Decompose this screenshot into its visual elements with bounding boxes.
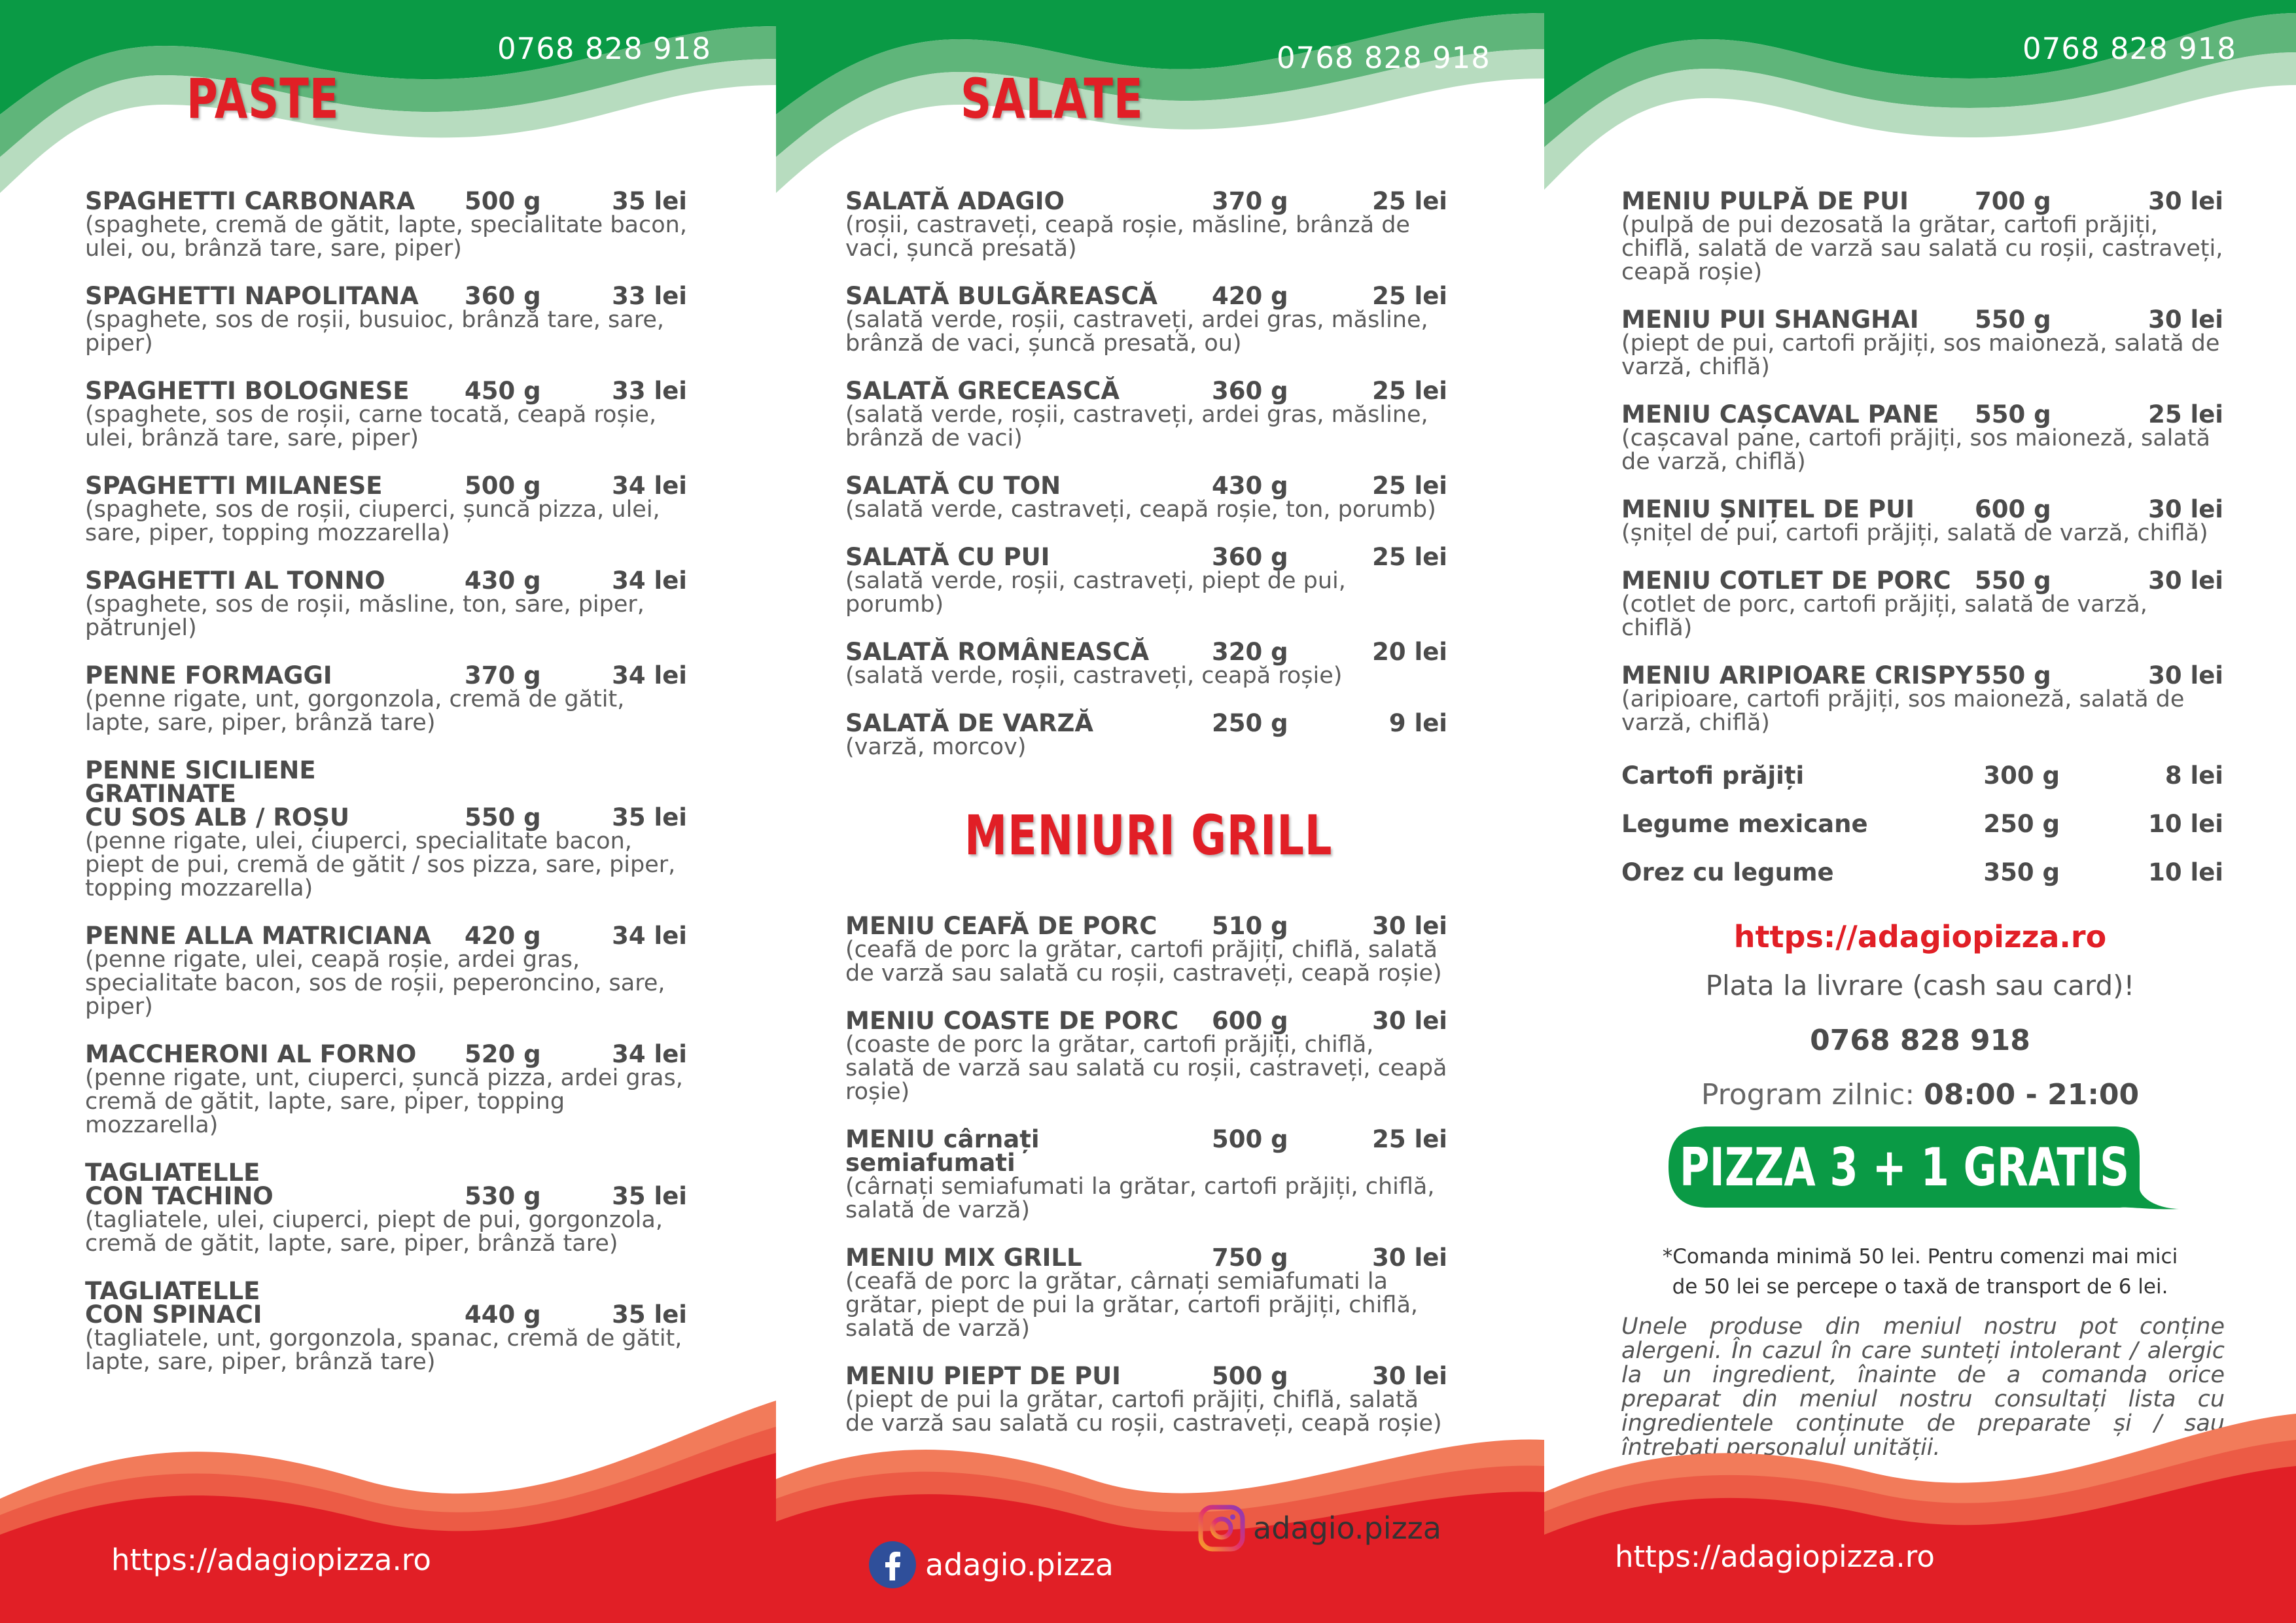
- facebook-icon: [869, 1541, 916, 1588]
- menu-item: [845, 1009, 1447, 1104]
- menu-item: [845, 912, 1447, 986]
- menu-item-price: 35 lei: [612, 187, 687, 215]
- menu-item-weight: 700 g: [1975, 187, 2051, 215]
- menu-item-row: [845, 474, 1447, 498]
- menu-item-weight: 250 g: [1983, 810, 2060, 838]
- menu-item: [85, 661, 687, 736]
- menu-item-weight: 550 g: [1975, 305, 2051, 334]
- menu-item-name: MENIU COTLET DE PORC: [1621, 567, 1951, 595]
- menu-item-description: (spaghete, sos de roșii, măsline, ton, sare, piper, pătrunjel): [85, 591, 645, 641]
- bottom-wave-decoration: [1544, 1401, 2296, 1623]
- menu-item-weight: 600 g: [1975, 495, 2051, 523]
- menu-item: [1621, 187, 2223, 285]
- menu-item-weight: 360 g: [1212, 543, 1288, 571]
- menu-item-description: (coaste de porc la grătar, cartofi prăjiți, chiflă, salată de varză sau salată cu roșii, castraveți, ceapă roșie): [845, 1032, 1447, 1105]
- menu-item: [845, 187, 1447, 262]
- menu-item-weight: 550 g: [1975, 661, 2051, 689]
- sides-list: [1621, 761, 2223, 909]
- paste-list: [85, 187, 687, 1398]
- salate-list: [845, 187, 1447, 783]
- menu-item-weight: 370 g: [465, 661, 541, 689]
- menu-item-price: 34 lei: [612, 567, 687, 595]
- top-wave-decoration: [776, 0, 1544, 216]
- menu-item-name-line: GRATINATE: [85, 780, 236, 808]
- menu-item: [85, 756, 687, 901]
- menu-item-row: [1621, 661, 2223, 689]
- facebook-handle: adagio.pizza: [925, 1547, 1114, 1582]
- menu-item-name-line: PENNE SICILIENE: [85, 756, 316, 784]
- menu-item-description: (salată verde, roșii, castraveți, ceapă roșie): [845, 663, 1343, 689]
- menu-item-row: [845, 1362, 1447, 1390]
- menu-item-row: [85, 661, 687, 689]
- menu-item: [1621, 858, 2223, 886]
- menu-item-description: (tagliatele, ulei, ciuperci, piept de pui, gorgonzola, cremă de gătit, lapte, sare, piper, brânză tare): [85, 1207, 663, 1257]
- menu-item: [845, 543, 1447, 618]
- panel-meniuri: [1544, 0, 2296, 1623]
- menu-item-price: 10 lei: [2148, 810, 2223, 838]
- program-hours: [1544, 1078, 2296, 1111]
- menu-item-row: [1621, 812, 2223, 836]
- menu-item-name: MENIU ARIPIOARE CRISPY: [1621, 661, 1973, 689]
- menu-item-description: (salată verde, roșii, castraveți, ardei gras, măsline, brânză de vaci): [845, 402, 1428, 451]
- menu-item-description: (piept de pui, cartofi prăjiți, sos maioneză, salată de varză, chiflă): [1621, 330, 2220, 380]
- menu-item-weight: 320 g: [1212, 638, 1288, 666]
- menu-item-description: (șnițel de pui, cartofi prăjiți, salată de varză, chiflă): [1621, 520, 2208, 546]
- instagram-icon: [1198, 1505, 1245, 1552]
- panel-paste: [0, 0, 776, 1623]
- menu-item-price: 30 lei: [2148, 187, 2223, 215]
- menu-item-row: [1621, 495, 2223, 523]
- menu-item-price: 30 lei: [2148, 305, 2223, 334]
- menu-item-weight: 360 g: [1212, 377, 1288, 405]
- menu-item-name: SALATĂ ADAGIO: [845, 187, 1065, 215]
- menu-item: [1621, 495, 2223, 546]
- menu-item-weight: 360 g: [465, 282, 541, 310]
- menu-item-weight: 430 g: [465, 567, 541, 595]
- menu-item-row: [85, 569, 687, 593]
- menu-item-description: (piept de pui la grătar, cartofi prăjiți, chiflă, salată de varză sau salată cu roșii, castraveți, ceapă roșie): [845, 1387, 1442, 1437]
- menu-item-row: [85, 474, 687, 498]
- menu-item-name: MACCHERONI AL FORNO: [85, 1040, 417, 1068]
- menu-item-description: (spaghete, sos de roșii, carne tocată, ceapă roșie, ulei, brânză tare, sare, piper): [85, 402, 657, 451]
- menu-item: [845, 1246, 1447, 1340]
- menu-item-row: [1621, 305, 2223, 334]
- phone-number[interactable]: 0768 828 918: [2022, 31, 2236, 66]
- menu-item-price: 25 lei: [1372, 472, 1447, 500]
- menu-item: [85, 924, 687, 1019]
- menu-item-weight: 500 g: [1212, 1125, 1288, 1153]
- menu-item-name: CON SPINACI: [85, 1300, 262, 1329]
- menu-item-description: (penne rigate, ulei, ciuperci, specialitate bacon, piept de pui, cremă de gătit / sos pizza, sare, piper, topping mozzarella): [85, 828, 676, 901]
- menu-item-name: Cartofi prăjiți: [1621, 761, 1805, 790]
- menu-item-weight: 350 g: [1983, 858, 2060, 886]
- phone-number-main[interactable]: 0768 828 918: [1810, 1024, 2030, 1057]
- menu-item-name: MENIU PUI SHANGHAI: [1621, 305, 1919, 334]
- menu-item-price: 10 lei: [2148, 858, 2223, 886]
- menu-item-name: MENIU PIEPT DE PUI: [845, 1362, 1121, 1390]
- menu-item-price: 33 lei: [612, 282, 687, 310]
- menu-item-description: (aripioare, cartofi prăjiți, sos maioneză, salată de varză, chiflă): [1621, 686, 2185, 736]
- phone-number[interactable]: 0768 828 918: [1277, 41, 1491, 75]
- menu-item-name: PENNE FORMAGGI: [85, 661, 332, 689]
- menu-item-description: (ceafă de porc la grătar, cârnați semiafumati la grătar, piept de pui la grătar, cartofi prăjiți, chiflă, salată de varză): [845, 1268, 1419, 1342]
- menu-item-weight: 420 g: [1212, 282, 1288, 310]
- menu-item-weight: 420 g: [465, 922, 541, 950]
- menu-item-name: MENIU CEAFĂ DE PORC: [845, 912, 1157, 940]
- instagram-link[interactable]: [1198, 1505, 1441, 1552]
- menu-item-name: SPAGHETTI AL TONNO: [85, 567, 385, 595]
- menu-item-row: [845, 1125, 1447, 1177]
- allergen-notice: Unele produse din meniul nostru pot conține alergeni. În cazul în care sunteți intolerant / alergic la un ingredient, înainte de a comanda orice preparat din meniul nostru consultați lista cu ingredientele conținute de preparate și / sau întrebați personalul unității.: [1621, 1314, 2225, 1461]
- menu-item-name: SALATĂ ROMÂNEASCĂ: [845, 638, 1150, 666]
- menu-item-row: [1621, 761, 2223, 790]
- menu-item-name: Legume mexicane: [1621, 810, 1868, 838]
- menu-item-row: [85, 924, 687, 948]
- menu-item-weight: 500 g: [465, 187, 541, 215]
- menu-item: [85, 1161, 687, 1255]
- menu-item-price: 30 lei: [2148, 567, 2223, 595]
- phone-number[interactable]: 0768 828 918: [497, 31, 711, 66]
- website-link[interactable]: https://adagiopizza.ro: [111, 1543, 431, 1577]
- menu-item-weight: 450 g: [465, 377, 541, 405]
- menu-item: [1621, 305, 2223, 380]
- menu-item-description: (spaghete, sos de roșii, ciuperci, șuncă pizza, ulei, sare, piper, topping mozzarella): [85, 497, 660, 546]
- menu-item-description: (salată verde, roșii, castraveți, ardei gras, măsline, brânză de vaci, șuncă presată, ou): [845, 307, 1428, 357]
- menu-item: [1621, 661, 2223, 736]
- menu-item-name: Orez cu legume: [1621, 858, 1834, 886]
- menu-item-price: 30 lei: [1372, 1244, 1447, 1272]
- menu-item-name: MENIU CAȘCAVAL PANE: [1621, 400, 1939, 428]
- menu-item: [85, 474, 687, 545]
- menu-item-weight: 300 g: [1983, 761, 2060, 790]
- menu-item-description: (cașcaval pane, cartofi prăjiți, sos maioneză, salată de varză, chiflă): [1621, 425, 2211, 475]
- menu-item-row: [845, 1009, 1447, 1033]
- menu-item-weight: 370 g: [1212, 187, 1288, 215]
- meniuri-list: [1621, 187, 2223, 759]
- menu-item-description: (salată verde, roșii, castraveți, piept de pui, porumb): [845, 568, 1346, 618]
- menu-item-row: [85, 282, 687, 310]
- min-order-line-1: *Comanda minimă 50 lei. Pentru comenzi mai mici: [1662, 1245, 2178, 1268]
- menu-item-weight: 250 g: [1212, 709, 1288, 737]
- menu-item-row: [845, 187, 1447, 215]
- section-title-grill: MENIURI GRILL: [964, 803, 1333, 867]
- menu-item-weight: 430 g: [1212, 472, 1288, 500]
- menu-item-price: 34 lei: [612, 1040, 687, 1068]
- menu-item-weight: 500 g: [1212, 1362, 1288, 1390]
- menu-item-description: (cotlet de porc, cartofi prăjiți, salată de varză, chiflă): [1621, 591, 2147, 641]
- promo-text: PIZZA 3 + 1 GRATIS: [1679, 1136, 2129, 1198]
- menu-item-name: SALATĂ GRECEASCĂ: [845, 377, 1120, 405]
- menu-item-description: (ceafă de porc la grătar, cartofi prăjiți, chiflă, salată de varză sau salată cu roșii, castraveți, ceapă roșie): [845, 937, 1442, 986]
- menu-item-row: [85, 187, 687, 215]
- menu-item-description: (cârnați semiafumati la grătar, cartofi prăjiți, chiflă, salată de varză): [845, 1174, 1435, 1223]
- payment-info: Plata la livrare (cash sau card)!: [1705, 969, 2135, 1002]
- menu-item-price: 25 lei: [1372, 543, 1447, 571]
- menu-item-price: 30 lei: [1372, 912, 1447, 940]
- menu-item-description: (penne rigate, unt, ciuperci, șuncă pizza, ardei gras, cremă de gătit, lapte, sare, piper, topping mozzarella): [85, 1065, 683, 1138]
- menu-item-price: 30 lei: [2148, 661, 2223, 689]
- menu-item: [1621, 812, 2223, 836]
- menu-item-row: [845, 640, 1447, 664]
- bottom-wave-decoration: [0, 1401, 776, 1623]
- menu-item-row: [1621, 858, 2223, 886]
- menu-item: [85, 1277, 687, 1375]
- menu-item-weight: 550 g: [465, 803, 541, 831]
- menu-item-row: [845, 912, 1447, 940]
- menu-item-name: CU SOS ALB / ROȘU: [85, 803, 350, 831]
- menu-item-row: [845, 709, 1447, 737]
- grill-list: [845, 912, 1447, 1459]
- menu-item-row: [85, 803, 687, 831]
- menu-item-price: 25 lei: [1372, 377, 1447, 405]
- menu-item: [845, 379, 1447, 450]
- menu-item: [85, 187, 687, 262]
- menu-item-price: 25 lei: [2148, 400, 2223, 428]
- menu-item: [85, 379, 687, 450]
- program-label: Program zilnic:: [1701, 1078, 1924, 1111]
- menu-item-description: (salată verde, castraveți, ceapă roșie, ton, porumb): [845, 497, 1436, 523]
- menu-item-name: MENIU MIX GRILL: [845, 1244, 1082, 1272]
- menu-item-row: [1621, 400, 2223, 428]
- menu-item-description: (roșii, castraveți, ceapă roșie, măsline, brânză de vaci, șuncă presată): [845, 212, 1410, 262]
- panel-salate: [776, 0, 1544, 1623]
- menu-item-price: 30 lei: [2148, 495, 2223, 523]
- menu-item-name: MENIU PULPĂ DE PUI: [1621, 187, 1909, 215]
- menu-item-price: 25 lei: [1372, 1125, 1447, 1153]
- menu-item-row: [85, 1300, 687, 1329]
- menu-item-price: 35 lei: [612, 1182, 687, 1210]
- section-title-paste: PASTE: [186, 67, 340, 131]
- menu-item-price: 30 lei: [1372, 1362, 1447, 1390]
- menu-item-row: [1621, 569, 2223, 593]
- menu-item-row: [85, 1040, 687, 1068]
- menu-item-name-line: TAGLIATELLE: [85, 1159, 260, 1187]
- menu-item-price: 25 lei: [1372, 187, 1447, 215]
- menu-item-description: (penne rigate, unt, gorgonzola, cremă de gătit, lapte, sare, piper, brânză tare): [85, 686, 625, 736]
- menu-item-weight: 600 g: [1212, 1007, 1288, 1035]
- menu-item-name: SPAGHETTI BOLOGNESE: [85, 377, 410, 405]
- menu-item-price: 34 lei: [612, 661, 687, 689]
- menu-item: [845, 282, 1447, 357]
- menu-item-weight: 500 g: [465, 472, 541, 500]
- menu-item: [1621, 761, 2223, 790]
- facebook-link[interactable]: [869, 1541, 1114, 1588]
- menu-item-row: [85, 379, 687, 403]
- menu-item-weight: 550 g: [1975, 400, 2051, 428]
- menu-item: [85, 1040, 687, 1138]
- menu-item: [845, 640, 1447, 688]
- menu-item: [85, 569, 687, 640]
- menu-item-row: [845, 282, 1447, 310]
- menu-item-name-line: TAGLIATELLE: [85, 1277, 260, 1305]
- menu-item-row: [845, 1246, 1447, 1270]
- menu-item-price: 9 lei: [1388, 709, 1447, 737]
- menu-item-row: [85, 1182, 687, 1210]
- menu-item-name: SPAGHETTI MILANESE: [85, 472, 383, 500]
- menu-item-description: (spaghete, cremă de gătit, lapte, specialitate bacon, ulei, ou, brânză tare, sare, piper): [85, 212, 687, 262]
- menu-item-name: SALATĂ BULGĂREASCĂ: [845, 282, 1158, 310]
- menu-item: [1621, 569, 2223, 640]
- menu-item-name: CON TACHINO: [85, 1182, 274, 1210]
- website-link-main[interactable]: https://adagiopizza.ro: [1733, 919, 2107, 954]
- menu-item-description: (varză, morcov): [845, 734, 1027, 760]
- menu-item-price: 34 lei: [612, 922, 687, 950]
- program-time: 08:00 - 21:00: [1924, 1078, 2140, 1111]
- menu-item-description: (spaghete, sos de roșii, busuioc, brânză tare, sare, piper): [85, 307, 665, 357]
- min-order-note: [1544, 1242, 2296, 1302]
- menu-item-name: SPAGHETTI NAPOLITANA: [85, 282, 419, 310]
- website-link[interactable]: https://adagiopizza.ro: [1615, 1539, 1935, 1574]
- menu-item-name: MENIU ȘNIȚEL DE PUI: [1621, 495, 1915, 523]
- menu-item-price: 33 lei: [612, 377, 687, 405]
- menu-item-row: [1621, 187, 2223, 215]
- promo-badge: [1669, 1126, 2140, 1208]
- menu-item-name: SALATĂ CU TON: [845, 472, 1061, 500]
- menu-item: [845, 709, 1447, 760]
- menu-item-price: 25 lei: [1372, 282, 1447, 310]
- menu-item-row: [845, 543, 1447, 571]
- menu-item-price: 34 lei: [612, 472, 687, 500]
- menu-item-name: PENNE ALLA MATRICIANA: [85, 922, 432, 950]
- menu-item-name: SPAGHETTI CARBONARA: [85, 187, 415, 215]
- menu-item-weight: 550 g: [1975, 567, 2051, 595]
- menu-item-name: SALATĂ DE VARZĂ: [845, 709, 1093, 737]
- menu-item-price: 30 lei: [1372, 1007, 1447, 1035]
- instagram-handle: adagio.pizza: [1253, 1510, 1441, 1546]
- menu-item-price: 8 lei: [2164, 761, 2223, 790]
- menu-item-row: [845, 379, 1447, 403]
- menu-item-price: 35 lei: [612, 1300, 687, 1329]
- menu-item-name: MENIU cârnați semiafumati: [845, 1125, 1040, 1177]
- menu-item-name: SALATĂ CU PUI: [845, 543, 1050, 571]
- min-order-line-2: de 50 lei se percepe o taxă de transport de 6 lei.: [1672, 1275, 2168, 1299]
- section-title-salate: SALATE: [961, 67, 1144, 131]
- menu-item-weight: 750 g: [1212, 1244, 1288, 1272]
- menu-item-weight: 510 g: [1212, 912, 1288, 940]
- menu-item-description: (pulpă de pui dezosată la grătar, cartofi prăjiți, chiflă, salată de varză sau salată cu roșii, castraveți, ceapă roșie): [1621, 212, 2223, 285]
- menu-item: [85, 282, 687, 357]
- menu-item-weight: 530 g: [465, 1182, 541, 1210]
- menu-item: [845, 1125, 1447, 1223]
- menu-item-weight: 440 g: [465, 1300, 541, 1329]
- menu-item-name: MENIU COASTE DE PORC: [845, 1007, 1179, 1035]
- menu-item-price: 20 lei: [1372, 638, 1447, 666]
- menu-item: [1621, 400, 2223, 475]
- menu-item-weight: 520 g: [465, 1040, 541, 1068]
- menu-item-price: 35 lei: [612, 803, 687, 831]
- menu-item: [845, 474, 1447, 521]
- menu-item-description: (penne rigate, ulei, ceapă roșie, ardei gras, specialitate bacon, sos de roșii, peperoncino, sare, piper): [85, 947, 665, 1020]
- menu-item-description: (tagliatele, unt, gorgonzola, spanac, cremă de gătit, lapte, sare, piper, brânză tare): [85, 1325, 682, 1375]
